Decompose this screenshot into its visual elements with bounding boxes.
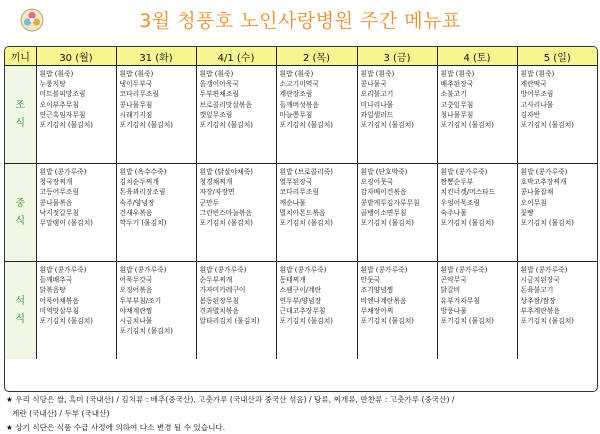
menu-cell (517, 66, 597, 164)
menu-item: 흰밥 (흰죽) (199, 70, 234, 78)
menu-item: 군만두 (199, 198, 220, 207)
menu-item: 흰밥 (브로콜리죽) (279, 168, 333, 176)
day-header: 5 (일) (517, 47, 597, 66)
menu-item: 방어무조림 (520, 90, 554, 99)
menu-item: 짬뽕순두부 (440, 178, 474, 187)
menu-item: 두부편채조림 (199, 90, 239, 99)
meal-label: 조식 (15, 99, 26, 129)
menu-item: 포기김치 (물김치) (39, 121, 93, 130)
menu-item: 계란장조림 (279, 90, 313, 99)
menu-item: 닭갈비 (440, 286, 461, 295)
menu-cell (196, 164, 276, 262)
menu-item: 돈육꽈리장조림 (119, 188, 166, 197)
menu-item: 포기김치 (물김치) (279, 317, 333, 326)
menu-item: 우엉어묵조림 (440, 198, 480, 207)
day-header: 3 (금) (357, 47, 437, 66)
menu-item: 배추된장국 (440, 80, 474, 89)
menu-item: 어묵야채볶음 (39, 296, 79, 305)
menu-item: 청국장찌개 (39, 178, 73, 187)
menu-item: 포기김치 (물김치) (440, 317, 494, 326)
menu-item: 포기김치 (물김치) (520, 317, 574, 326)
menu-item: 고등어무조림 (39, 188, 79, 197)
menu-cell (517, 164, 597, 262)
menu-item: 오리불고기 (360, 90, 394, 99)
menu-item: 알타리김치 (물김치) (199, 317, 260, 326)
menu-item: 브로콜리맛살볶음 (199, 100, 253, 109)
menu-cell (36, 262, 116, 360)
menu-item: 조기양념찜 (360, 286, 394, 295)
menu-item: 고사리나물 (520, 100, 554, 109)
menu-item: 흰밥 (콩가루죽) (39, 266, 87, 274)
menu-item: 들깨배추국 (39, 276, 73, 285)
meal-row (5, 164, 597, 262)
meal-label-cell (5, 66, 36, 164)
meal-column-header: 끼니 (5, 47, 36, 66)
menu-item: 흰밥 (콩가루죽) (279, 266, 327, 274)
menu-item: 포기김치 (물김치) (520, 219, 574, 228)
meal-label: 중식 (15, 197, 26, 227)
menu-item: 오징어뭇국 (360, 178, 394, 187)
menu-item: 흰밥 (단호박죽) (360, 168, 408, 176)
menu-item: 김치순두찌개 (119, 178, 159, 187)
menu-item: 미나리나물 (360, 100, 394, 109)
menu-item: 흰밥 (옥수수죽) (119, 168, 167, 176)
menu-item: 오이부추무침 (39, 100, 79, 109)
weekly-menu-table (5, 47, 597, 359)
menu-item: 부추계란볶음 (520, 306, 560, 315)
menu-item: 포기김치 (물김치) (360, 121, 414, 130)
menu-cell (437, 262, 517, 360)
menu-item: 미트볼피망조림 (39, 90, 86, 99)
menu-item: 흰밥 (흰죽) (39, 70, 74, 78)
menu-item: 흰밥 (콩가루죽) (39, 168, 87, 176)
menu-item: 콩나물볶음 (39, 198, 73, 207)
menu-item: 시금치된장국 (520, 276, 560, 285)
menu-item: 포기김치 (물김치) (39, 317, 93, 326)
menu-item: 연두부/양념장 (279, 296, 322, 305)
menu-item: 숙주/양념장 (119, 198, 155, 207)
menu-item: 깍두기 (물김치) (119, 219, 167, 228)
menu-item: 호박고추장찌개 (520, 178, 567, 187)
menu-cell (116, 262, 196, 360)
meal-label-cell (5, 262, 36, 360)
menu-item: 스팸구이/계란 (279, 286, 322, 295)
menu-item: 오징어볶음 (119, 286, 153, 295)
origin-note-continued: 계란 (국내산) / 두부 (국내산) (12, 408, 110, 418)
menu-item: 청나물무침 (440, 110, 474, 119)
day-header: 4/1 (수) (196, 47, 276, 66)
day-header: 2 (목) (276, 47, 357, 66)
menu-item: 과일샐러드 (360, 110, 394, 119)
menu-item: 낙지젓갈무침 (39, 208, 79, 217)
menu-item: 포기김치 (물김치) (440, 121, 494, 130)
footer-notes (6, 393, 596, 434)
menu-item: 포기김치 (물김치) (119, 327, 173, 336)
menu-item: 흰밥 (흰죽) (279, 70, 314, 78)
menu-item: 흰밥 (콩가루죽) (119, 266, 167, 274)
menu-item: 야채계란찜 (119, 306, 153, 315)
meal-row (5, 66, 597, 164)
menu-cell (437, 66, 517, 164)
menu-item: 흰밥 (흰죽) (440, 70, 475, 78)
menu-item: 자장/자장면 (199, 188, 235, 197)
day-header: 30 (월) (36, 47, 116, 66)
menu-item: 흰밥 (닭살야채죽) (199, 168, 253, 176)
menu-item: 곤약무국 (440, 276, 467, 285)
menu-item: 돈육불고기 (520, 286, 554, 295)
menu-item: 깨순나물 (279, 198, 306, 207)
menu-item: 흰밥 (콩가루죽) (199, 266, 247, 274)
menu-item: 시금치나물 (119, 317, 153, 326)
menu-item: 콩밭게투김가루무침 (360, 198, 420, 207)
menu-item: 포기김치 (물김치) (279, 219, 333, 228)
menu-item: 코다리무조림 (119, 90, 159, 99)
menu-item: 소고기미역국 (279, 80, 319, 89)
menu-item: 고춧잎무침 (440, 100, 474, 109)
menu-item: 코다리무조림 (279, 188, 319, 197)
menu-item: 포기김치 (물김치) (360, 317, 414, 326)
menu-table-frame (4, 46, 598, 392)
menu-cell (276, 66, 357, 164)
menu-item: 계란떡국 (520, 80, 547, 89)
menu-item: 소불고기 (440, 90, 467, 99)
menu-item: 포기김치 (물김치) (440, 219, 494, 228)
menu-item: 깻잎무조림 (199, 110, 233, 119)
page-title: 3월 청풍호 노인사랑병원 주간 메뉴표 (139, 10, 461, 32)
menu-item: 포기김치 (물김치) (199, 219, 253, 228)
menu-cell (437, 164, 517, 262)
menu-item: 콩나물국 (360, 80, 387, 89)
menu-item: 김자반 (520, 110, 541, 119)
menu-item: 흰밥 (흰죽) (520, 70, 555, 78)
menu-item: 콩나물잡채 (520, 188, 554, 197)
menu-item: 그린빈스마늘볶음 (199, 208, 253, 217)
menu-item: 봄동된장무침 (199, 296, 239, 305)
menu-item: 들깨버섯볶음 (279, 100, 319, 109)
menu-cell (36, 66, 116, 164)
menu-item: 방풍나물 (440, 306, 467, 315)
menu-item: 흰밥 (콩가루죽) (520, 266, 568, 274)
menu-cell (517, 262, 597, 360)
menu-cell (196, 66, 276, 164)
menu-item: 어묵두갓국 (119, 276, 153, 285)
menu-item: 미역맛살무침 (39, 306, 79, 315)
menu-item: 가자미카레구이 (199, 286, 246, 295)
menu-item: 시래기지짐 (119, 110, 153, 119)
menu-cell (116, 164, 196, 262)
menu-item: 흰밥 (흰죽) (360, 70, 395, 78)
menu-item: 숙주나물 (440, 208, 467, 217)
menu-item: 연근흑임자무침 (39, 110, 86, 119)
menu-item: 치킨너겟/머스타드 (440, 188, 496, 197)
menu-item: 비엔나계란볶음 (360, 296, 407, 305)
menu-cell (276, 164, 357, 262)
menu-cell (36, 164, 116, 262)
day-header: 4 (토) (437, 47, 517, 66)
menu-item: 상추쌈/쌈장 (520, 296, 556, 305)
origin-note: ★ 우리 식당은 쌀, 흑미 (국내산) / 김치류 : 배추(중국산), 고춧가루 (국내산과 중국산 섞음) / 탕류, 찌개류, 반찬류 : 고춧가루 (중국산) / (6, 395, 455, 404)
menu-item: 누룽지탕 (39, 80, 66, 89)
menu-item: 두부부침/조기 (119, 296, 162, 305)
menu-item: 만둣국 (360, 276, 381, 285)
menu-item: 흰밥 (흰죽) (119, 70, 154, 78)
menu-item: 열무된장국 (279, 178, 313, 187)
menu-item: 동태찌개 (279, 276, 306, 285)
menu-item: 포기김치 (물김치) (360, 219, 414, 228)
menu-cell (357, 66, 437, 164)
menu-item: 흰밥 (콩가루죽) (360, 266, 408, 274)
change-notice: ★ 상기 식단은 식품 수급 사정에 의하여 다소 변경 될 수 있습니다. (6, 422, 226, 432)
meal-label-cell (5, 164, 36, 262)
day-header: 31 (화) (116, 47, 196, 66)
menu-item: 꽃빵 (520, 208, 534, 217)
menu-item: 포기김치 (물김치) (199, 121, 253, 130)
menu-item: 청경채찌개 (199, 178, 233, 187)
menu-item: 건새우볶음 (119, 208, 153, 217)
menu-item: 흰밥 (콩가루죽) (520, 168, 568, 176)
menu-item: 무말랭이 (물김치) (39, 219, 93, 228)
menu-item: 감자베이컨볶음 (360, 188, 407, 197)
menu-cell (357, 262, 437, 360)
menu-item: 포기김치 (물김치) (279, 121, 333, 130)
menu-item: 포기김치 (물김치) (520, 121, 574, 130)
menu-item: 멸치아몬드볶음 (279, 208, 326, 217)
menu-item: 흰밥 (콩가루죽) (440, 168, 488, 176)
menu-cell (116, 66, 196, 164)
menu-item: 콩나물무침 (119, 100, 153, 109)
menu-item: 마늘쫑무침 (279, 110, 313, 119)
menu-item: 냉이두부국 (119, 80, 153, 89)
menu-cell (276, 262, 357, 360)
menu-item: 유부겨자무침 (440, 296, 480, 305)
meal-label: 석식 (15, 295, 26, 325)
menu-cell (357, 164, 437, 262)
menu-item: 흰밥 (콩가루죽) (440, 266, 488, 274)
menu-item: 오이무침 (520, 198, 547, 207)
menu-item: 무채장아찌 (360, 306, 394, 315)
menu-cell (196, 262, 276, 360)
header-row (5, 47, 597, 66)
menu-item: 올갱이아욱국 (199, 80, 239, 89)
menu-item: 닭볶음탕 (39, 286, 66, 295)
menu-item: 골뱅이소면무침 (360, 208, 407, 217)
menu-body (5, 66, 597, 360)
menu-item: 견과멸치볶음 (199, 306, 239, 315)
menu-item: 포기김치 (물김치) (119, 121, 173, 130)
menu-item: 근대고추장무침 (279, 306, 326, 315)
meal-row (5, 262, 597, 360)
menu-item: 순두부찌개 (199, 276, 233, 285)
